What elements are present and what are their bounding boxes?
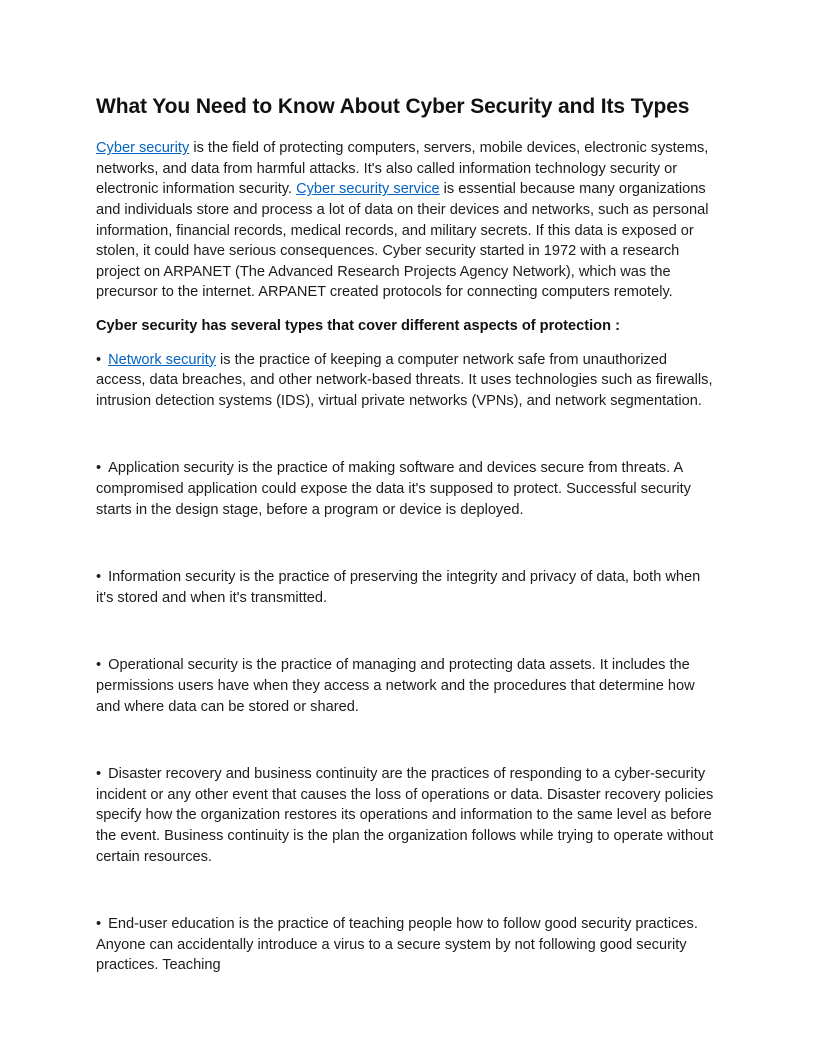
- bullet-item-1: [96, 350, 720, 412]
- bullet-text: Disaster recovery and business continuity are the practices of responding to a cyber-security incident or any other event that causes the loss of operations or data. Disaster recovery policies specify how the organization restores its operations and information to the same level as before the event. Business continuity is the plan the organization follows while trying to operate without certain resources.: [96, 766, 714, 865]
- network-security-link[interactable]: Network security: [108, 351, 216, 368]
- bullet-marker: •: [96, 766, 102, 783]
- intro-text-2: is essential because many organizations and individuals store and process a lot of data on their devices and networks, such as personal information, financial records, medical records, and military secrets. If this data is exposed or stolen, it could have serious consequences. Cyber security started in 1972 with a research project on ARPANET (The Advanced Research Projects Agency Network), which was the precursor to the internet. ARPANET created protocols for connecting computers remotely.: [96, 181, 709, 301]
- cyber-security-service-link[interactable]: Cyber security service: [296, 181, 440, 198]
- bullet-marker: •: [96, 916, 102, 933]
- bullet-item-2: [96, 458, 720, 520]
- bullet-marker: •: [96, 351, 102, 368]
- bullet-item-4: [96, 655, 720, 717]
- bullet-text: Application security is the practice of making software and devices secure from threats. A compromised application could expose the data it's supposed to protect. Successful security starts in the design stage, before a program or device is deployed.: [96, 460, 691, 518]
- bullet-list: [96, 350, 720, 976]
- bullet-marker: •: [96, 460, 102, 477]
- bullet-marker: •: [96, 657, 102, 674]
- intro-text-1: is the field of protecting computers, servers, mobile devices, electronic systems, networks, and data from harmful attacks. It's also called information technology security or electronic information security.: [96, 140, 709, 198]
- document-title: What You Need to Know About Cyber Security and Its Types: [96, 95, 690, 118]
- cyber-security-link[interactable]: Cyber security: [96, 140, 190, 157]
- bullet-marker: •: [96, 569, 102, 586]
- intro-paragraph: [96, 138, 720, 303]
- bullet-item-5: [96, 764, 720, 867]
- bullet-text: is the practice of keeping a computer network safe from unauthorized access, data breaches, and other network-based threats. It uses technologies such as firewalls, intrusion detection systems (IDS), virtual private networks (VPNs), and network segmentation.: [96, 351, 713, 409]
- bullet-text: End-user education is the practice of teaching people how to follow good security practices. Anyone can accidentally introduce a virus to a secure system by not following good security practices. Teaching: [96, 916, 698, 974]
- bullet-text: Operational security is the practice of managing and protecting data assets. It includes the permissions users have when they access a network and the procedures that determine how and where data can be stored or shared.: [96, 657, 695, 715]
- bullet-item-3: [96, 567, 720, 608]
- bullet-text: Information security is the practice of preserving the integrity and privacy of data, both when it's stored and when it's transmitted.: [96, 569, 701, 606]
- section-subheading: Cyber security has several types that cover different aspects of protection :: [96, 318, 620, 334]
- bullet-item-6: [96, 914, 720, 976]
